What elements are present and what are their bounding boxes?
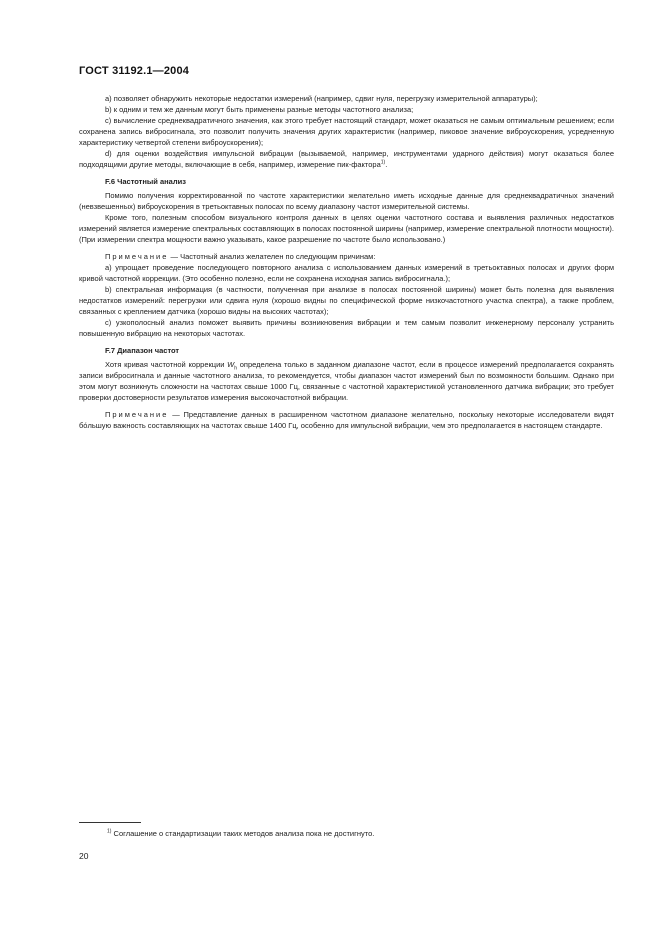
note-2-text: — Представление данных в расширенном частотном диапазоне желательно, поскольку некоторые исследователи видят бóльшую важность составляющих на частотах свыше 1400 Гц, особенно для импульсной вибрации, чем это предполагается в настоящем стандарте. <box>79 410 614 430</box>
note-label: Примечание <box>105 252 169 261</box>
symbol-w: W <box>227 360 235 369</box>
footnote-mark: 1) <box>107 828 112 835</box>
note-item-c: с) узкополосный анализ поможет выявить причины возникновения вибрации и тем самым позволит инженерному персоналу устранить повышенную вибрацию на некоторых частотах. <box>79 318 614 338</box>
section-heading-f7: F.7 Диапазон частот <box>105 346 180 355</box>
document-body <box>79 93 614 431</box>
list-item-d-end: . <box>385 160 388 169</box>
document-header: ГОСТ 31192.1—2004 <box>79 65 190 77</box>
note-item-a: а) упрощает проведение последующего повторного анализа с использованием данных измерений в третьоктавных полосах и других форм кривой частотной коррекции. (Это особенно полезно, если не сохранена исходная запись вибросигнала.); <box>79 263 614 283</box>
page-number: 20 <box>79 851 89 861</box>
list-item-a: а) позволяет обнаружить некоторые недостатки измерений (например, сдвиг нуля, перегрузку измерительной аппаратуры); <box>105 94 538 103</box>
footnote-text: Соглашение о стандартизации таких методов анализа пока не достигнуто. <box>111 829 375 838</box>
paragraph-f6-2: Кроме того, полезным способом визуального контроля данных в целях оценки частотного состава и выявления различных недостатков измерений является измерение спектральных составляющих в полосах постоянной ширины (например, измерение спектральной плотности мощности). (При измерении спектра мощности важно указывать, какое разрешение по частоте было использовано.) <box>79 213 614 244</box>
section-heading-f6: F.6 Частотный анализ <box>105 177 186 186</box>
list-item-d <box>79 148 614 170</box>
note-label: Примечание <box>105 410 169 419</box>
list-item-d-text: d) для оценки воздействия импульсной вибрации (вызываемой, например, инструментами ударного действия) могут оказаться более подходящими другие методы, включающие в себя, например, измерение пик-фактора <box>79 149 614 169</box>
note-item-b: b) спектральная информация (в частности, полученная при анализе в полосах постоянной ширины) может быть полезна для выявления недостатков измерений: перегрузки или сдвига нуля (хорошо видны по специфической форме низкочастотного участка спектра), а также проблем, связанных с креплением датчика (хорошо видны на высоких частотах); <box>79 285 614 316</box>
paragraph-f7-1-start: Хотя кривая частотной коррекции <box>105 360 228 369</box>
list-item-c: с) вычисление среднеквадратичного значения, как этого требует настоящий стандарт, может оказаться не самым оптимальным решением; если сохранена запись вибросигнала, это позволит получить значения других характеристик (например, пиковое значение виброускорения, усредненную характеристику четвертой степени виброускорения); <box>79 116 614 147</box>
paragraph-f7-1-rest: определена только в заданном диапазоне частот, если в процессе измерений предполагается сохранять записи вибросигнала и данные частотного анализа, то рекомендуется, чтобы диапазон частот измерений был по возможности большим. Однако при этом могут возникнуть сложности на частотах свыше 1000 Гц, связанные с частотной характеристикой установленного датчика вибрации; это требует проверки достоверности результатов измерения высокочастотной вибрации. <box>79 360 614 402</box>
note-1 <box>79 251 614 262</box>
note-1-text: — Частотный анализ желателен по следующим причинам: <box>168 252 376 261</box>
symbol-w-subscript: h <box>234 365 238 372</box>
footnote-divider <box>79 822 141 823</box>
paragraph-f6-1: Помимо получения корректированной по частоте характеристики желательно иметь исходные данные для среднеквадратичных значений (невзвешенных) виброускорения в третьоктавных полосах по всему диапазону частот измерительной системы. <box>79 191 614 211</box>
footnote-ref: 1) <box>380 159 386 166</box>
note-2 <box>79 409 614 431</box>
paragraph-f7-1 <box>79 359 614 403</box>
list-item-b: b) к одним и тем же данным могут быть применены разные методы частотного анализа; <box>105 105 414 114</box>
footnote <box>107 829 374 838</box>
